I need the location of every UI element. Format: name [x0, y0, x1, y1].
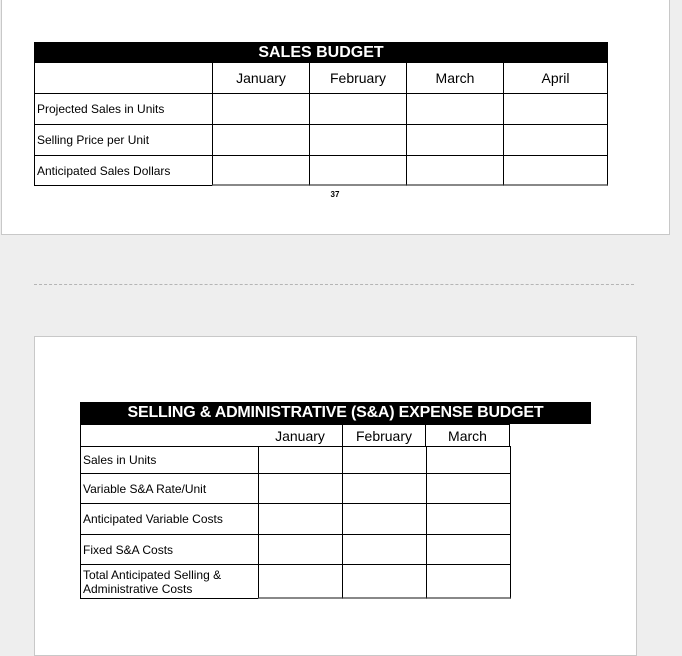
sales-row-label: Selling Price per Unit [34, 124, 213, 156]
sales-input-cell[interactable] [309, 155, 407, 186]
sales-input-cell[interactable] [503, 124, 608, 156]
sa-input-cell[interactable] [342, 503, 427, 535]
sales-month-header: January [212, 62, 310, 94]
sales-month-header: February [309, 62, 407, 94]
sa-input-cell[interactable] [426, 446, 511, 474]
sales-month-header: April [503, 62, 608, 94]
sales-input-cell[interactable] [406, 124, 504, 156]
sales-input-cell[interactable] [212, 155, 310, 186]
sa-input-cell[interactable] [258, 446, 343, 474]
sa-input-cell[interactable] [426, 503, 511, 535]
sales-input-cell[interactable] [503, 155, 608, 186]
sales-input-cell[interactable] [309, 124, 407, 156]
sa-row-label: Fixed S&A Costs [80, 534, 259, 565]
sa-input-cell[interactable] [426, 534, 511, 565]
sales-input-cell[interactable] [212, 124, 310, 156]
sales-input-cell[interactable] [406, 93, 504, 125]
sa-input-cell[interactable] [342, 446, 427, 474]
sa-input-cell[interactable] [258, 473, 343, 504]
sa-input-cell[interactable] [342, 564, 427, 599]
sa-header-blank-cell [80, 424, 259, 447]
sales-input-cell[interactable] [309, 93, 407, 125]
sa-month-header: March [426, 424, 510, 447]
sa-row-label: Variable S&A Rate/Unit [80, 473, 259, 504]
sales-input-cell[interactable] [406, 155, 504, 186]
sa-month-header: January [258, 424, 342, 447]
sa-input-cell[interactable] [342, 534, 427, 565]
sa-input-cell[interactable] [342, 473, 427, 504]
sales-row-label: Projected Sales in Units [34, 93, 213, 125]
sa-input-cell[interactable] [426, 473, 511, 504]
sa-row-label: Sales in Units [80, 446, 259, 474]
sales-input-cell[interactable] [503, 93, 608, 125]
sa-month-header: February [342, 424, 426, 447]
sa-input-cell[interactable] [258, 534, 343, 565]
sa-row-label: Anticipated Variable Costs [80, 503, 259, 535]
sa-input-cell[interactable] [258, 503, 343, 535]
sales-input-cell[interactable] [212, 93, 310, 125]
sa-input-cell[interactable] [258, 564, 343, 599]
sales-budget-title: SALES BUDGET [34, 42, 608, 62]
page-separator [34, 284, 634, 285]
page-number: 37 [330, 190, 340, 199]
sa-row-label: Total Anticipated Selling & Administrative Costs [80, 564, 259, 599]
sa-budget-title: SELLING & ADMINISTRATIVE (S&A) EXPENSE BUDGET [80, 402, 591, 424]
sales-header-blank-cell [34, 62, 213, 94]
sa-input-cell[interactable] [426, 564, 511, 599]
sales-month-header: March [406, 62, 504, 94]
sales-row-label: Anticipated Sales Dollars [34, 155, 213, 186]
